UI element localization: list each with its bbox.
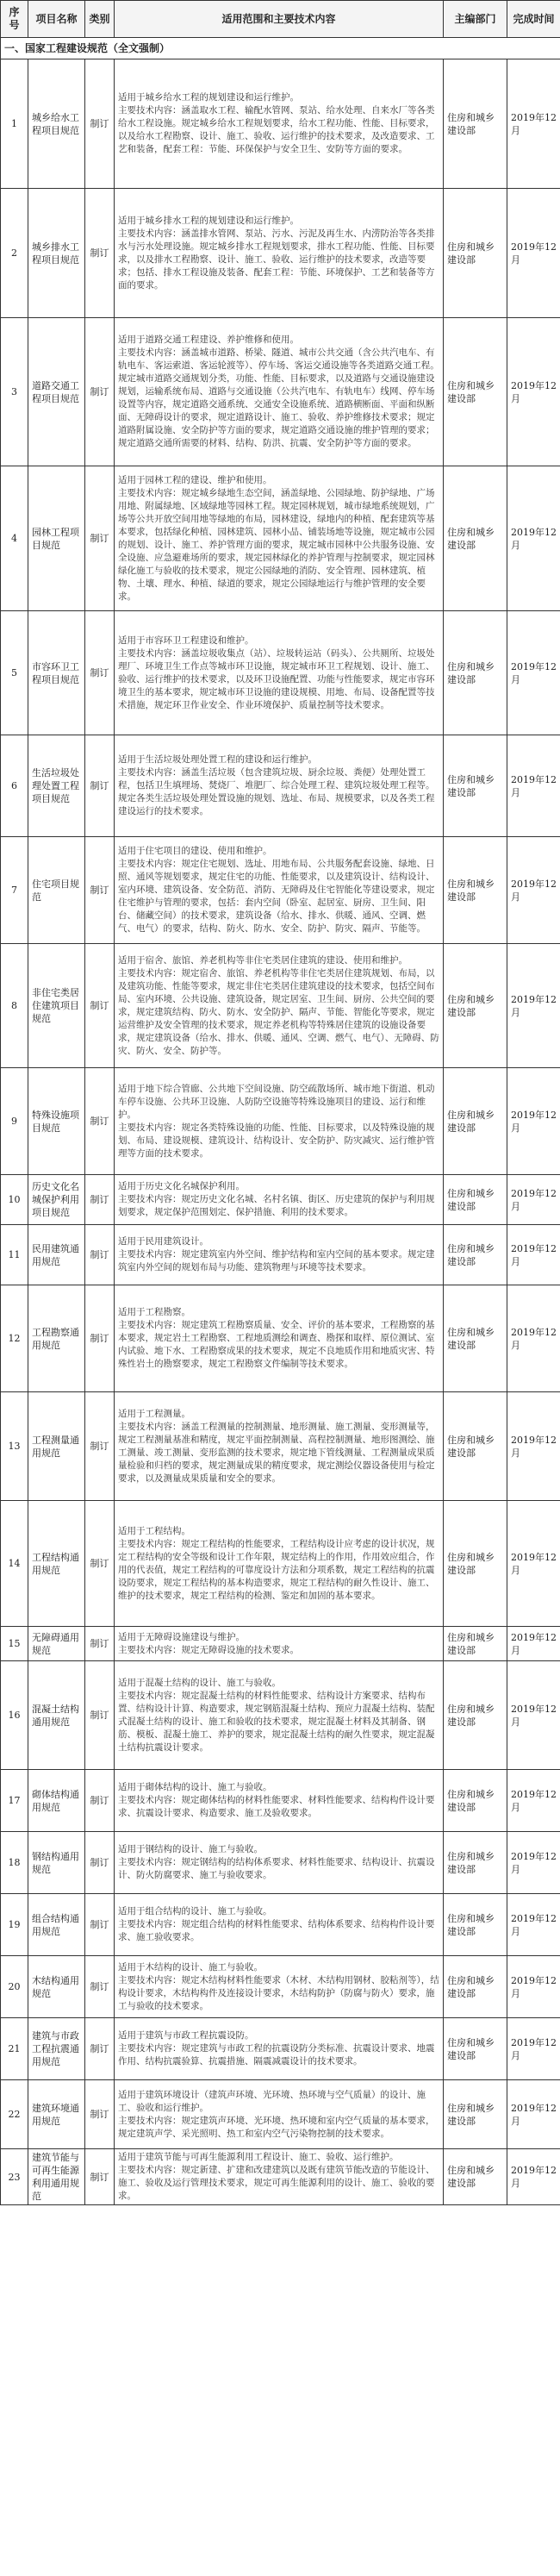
row-number: 11 — [1, 1225, 28, 1285]
row-number: 8 — [1, 944, 28, 1068]
scope-and-content — [115, 59, 444, 189]
table-row — [1, 1285, 560, 1392]
table-row — [1, 1661, 560, 1770]
table-row — [1, 1225, 560, 1285]
header-name: 项目名称 — [28, 1, 85, 38]
main-content-text: 主要技术内容：规定建筑声环境、光环境、热环境和室内空气质量的基本要求，规定建筑声学、采光照明、热工和室内空气污染物控制的技术要求。 — [118, 2115, 435, 2139]
header-no: 序号 — [1, 1, 28, 38]
project-name: 钢结构通用规范 — [28, 1832, 85, 1894]
completion-time: 2019年12月 — [507, 1392, 560, 1501]
project-name: 特殊设施项目规范 — [28, 1068, 85, 1175]
scope-and-content — [115, 1285, 444, 1392]
row-number: 16 — [1, 1661, 28, 1770]
table-row — [1, 1068, 560, 1175]
row-number: 6 — [1, 735, 28, 837]
main-content-text: 主要技术内容：涵盖生活垃圾（包含建筑垃圾、厨余垃圾、粪便）处理处置工程，包括卫生填埋场、焚烧厂、堆肥厂、综合处理工程、建筑垃圾处理工程等。规定各类生活垃圾处理处置设施的规划、选址、布局、规模要求，以及各类工程建设运行的技术要求。 — [118, 767, 435, 816]
category: 制订 — [85, 189, 115, 318]
project-name: 城乡给水工程项目规范 — [28, 59, 85, 189]
editor-department: 住房和城乡建设部 — [444, 466, 507, 611]
project-name: 工程测量通用规范 — [28, 1392, 85, 1501]
category: 制订 — [85, 1770, 115, 1832]
scope-and-content — [115, 1770, 444, 1832]
row-number: 2 — [1, 189, 28, 318]
completion-time: 2019年12月 — [507, 1225, 560, 1285]
editor-department: 住房和城乡建设部 — [444, 2149, 507, 2205]
table-row — [1, 1832, 560, 1894]
table-row — [1, 1956, 560, 2018]
table-row — [1, 735, 560, 837]
category: 制订 — [85, 1225, 115, 1285]
row-number: 12 — [1, 1285, 28, 1392]
completion-time: 2019年12月 — [507, 1832, 560, 1894]
row-number: 15 — [1, 1627, 28, 1661]
category: 制订 — [85, 466, 115, 611]
scope-text: 适用于建筑环境设计（建筑声环境、光环境、热环境与空气质量）的设计、施工、验收和运行维护。 — [118, 2089, 426, 2113]
scope-text: 适用于木结构的设计、施工与验收。 — [118, 1961, 263, 1973]
category: 制订 — [85, 2080, 115, 2149]
row-number: 10 — [1, 1175, 28, 1225]
completion-time: 2019年12月 — [507, 837, 560, 944]
completion-time: 2019年12月 — [507, 318, 560, 466]
table-row — [1, 1770, 560, 1832]
main-content-text: 主要技术内容：规定历史文化名城、名村名镇、街区、历史建筑的保护与利用规划要求，规定保护范围划定、保护措施、利用的技术要求。 — [118, 1194, 435, 1217]
table-row — [1, 1392, 560, 1501]
completion-time: 2019年12月 — [507, 1285, 560, 1392]
row-number: 5 — [1, 611, 28, 735]
scope-and-content — [115, 2018, 444, 2080]
table-body — [1, 38, 560, 2205]
table-row — [1, 2149, 560, 2205]
editor-department: 住房和城乡建设部 — [444, 1285, 507, 1392]
editor-department: 住房和城乡建设部 — [444, 1225, 507, 1285]
project-name: 工程勘察通用规范 — [28, 1285, 85, 1392]
completion-time: 2019年12月 — [507, 2149, 560, 2205]
scope-and-content — [115, 1956, 444, 2018]
completion-time: 2019年12月 — [507, 1661, 560, 1770]
scope-text: 适用于市容环卫工程建设和维护。 — [118, 635, 254, 646]
completion-time: 2019年12月 — [507, 1956, 560, 2018]
scope-text: 适用于混凝土结构的设计、施工与验收。 — [118, 1677, 281, 1688]
project-name: 非住宅类居住建筑项目规范 — [28, 944, 85, 1068]
editor-department: 住房和城乡建设部 — [444, 189, 507, 318]
project-name: 建筑与市政工程抗震通用规范 — [28, 2018, 85, 2080]
project-name: 砌体结构通用规范 — [28, 1770, 85, 1832]
row-number: 7 — [1, 837, 28, 944]
completion-time: 2019年12月 — [507, 1627, 560, 1661]
editor-department: 住房和城乡建设部 — [444, 1068, 507, 1175]
editor-department: 住房和城乡建设部 — [444, 1770, 507, 1832]
row-number: 9 — [1, 1068, 28, 1175]
editor-department: 住房和城乡建设部 — [444, 944, 507, 1068]
completion-time: 2019年12月 — [507, 735, 560, 837]
editor-department: 住房和城乡建设部 — [444, 1627, 507, 1661]
editor-department: 住房和城乡建设部 — [444, 2080, 507, 2149]
scope-and-content — [115, 1501, 444, 1627]
main-content-text: 主要技术内容：规定各类特殊设施的功能、性能、目标要求，以及特殊设施的规划、布局、建设规模、建筑设计、结构设计、安全防护、防灾减灾、运行维护管理等方面的技术要求。 — [118, 1122, 435, 1159]
completion-time: 2019年12月 — [507, 59, 560, 189]
category: 制订 — [85, 944, 115, 1068]
category: 制订 — [85, 1285, 115, 1392]
main-content-text: 主要技术内容：规定建筑室内外空间、维护结构和室内空间的基本要求。规定建筑室内外空间的规划布局与功能、建筑物理与环境等技术要求。 — [118, 1249, 435, 1272]
scope-text: 适用于城乡给水工程的规划建设和运行维护。 — [118, 92, 299, 103]
project-name: 城乡排水工程项目规范 — [28, 189, 85, 318]
project-name: 民用建筑通用规范 — [28, 1225, 85, 1285]
main-content-text: 主要技术内容：涵盖城市道路、桥梁、隧道、城市公共交通（含公共汽电车、有轨电车、客运索道、客运轮渡等）、停车场、客运交通设施等各类道路交通工程。规定城市道路交通规划分类，功能、性能、目标要求，以及道路与交通设施建设规划，运输系统布局、道路与交通设施（公共汽电车、有轨电车）线网、停车场设置等内容，规定道路交通系统、交通安全设施系统、道路横断面、平面和纵断面、无障碍设计的要求，规定道路设计、施工、验收、养护维修技术要求；规定道路附属设施、安全防护等方面的要求，规定道路交通设施的维护管理的要求；规定道路交通所需要的材料、结构、防洪、抗震、安全防护等方面的要求。 — [118, 347, 439, 448]
scope-and-content — [115, 189, 444, 318]
scope-and-content — [115, 1068, 444, 1175]
completion-time: 2019年12月 — [507, 189, 560, 318]
completion-time: 2019年12月 — [507, 2080, 560, 2149]
completion-time: 2019年12月 — [507, 1068, 560, 1175]
category: 制订 — [85, 1956, 115, 2018]
table-row — [1, 611, 560, 735]
editor-department: 住房和城乡建设部 — [444, 1661, 507, 1770]
project-name: 工程结构通用规范 — [28, 1501, 85, 1627]
header-dept: 主编部门 — [444, 1, 507, 38]
main-content-text: 主要技术内容：规定工程结构的性能要求，工程结构设计应考虑的设计状况，规定工程结构的安全等级和设计工作年限，规定结构上的作用，作用效应组合，作用的代表值，规定工程结构的可靠度设计方法和分项系数，规定工程结构的抗震设防要求，规定工程结构的基本构造要求，规定工程结构的耐久性设计、施工、维护的技术要求，规定工程结构的检测、鉴定和加固的基本要求。 — [118, 1538, 435, 1601]
category: 制订 — [85, 1501, 115, 1627]
scope-and-content — [115, 611, 444, 735]
scope-text: 适用于工程测量。 — [118, 1408, 190, 1419]
project-name: 建筑节能与可再生能源利用通用规范 — [28, 2149, 85, 2205]
scope-and-content — [115, 1894, 444, 1956]
table-row — [1, 466, 560, 611]
project-name: 木结构通用规范 — [28, 1956, 85, 2018]
row-number: 4 — [1, 466, 28, 611]
scope-and-content — [115, 1832, 444, 1894]
completion-time: 2019年12月 — [507, 611, 560, 735]
row-number: 3 — [1, 318, 28, 466]
completion-time: 2019年12月 — [507, 2018, 560, 2080]
scope-text: 适用于建筑与市政工程抗震设防。 — [118, 2030, 254, 2041]
scope-and-content — [115, 735, 444, 837]
scope-text: 适用于城乡排水工程的规划建设和运行维护。 — [118, 215, 299, 226]
editor-department: 住房和城乡建设部 — [444, 1392, 507, 1501]
main-content-text: 主要技术内容：规定钢结构的结构体系要求、材料性能要求、结构设计、抗震设计、防火防腐要求、施工与验收要求。 — [118, 1857, 435, 1880]
row-number: 17 — [1, 1770, 28, 1832]
completion-time: 2019年12月 — [507, 1175, 560, 1225]
category: 制订 — [85, 1068, 115, 1175]
editor-department: 住房和城乡建设部 — [444, 1501, 507, 1627]
project-name: 道路交通工程项目规范 — [28, 318, 85, 466]
main-content-text: 主要技术内容：规定无障碍设施的技术要求。 — [118, 1644, 299, 1655]
row-number: 18 — [1, 1832, 28, 1894]
main-content-text: 主要技术内容：涵盖垃圾收集点（站）、垃圾转运站（码头）、公共厕所、垃圾处理厂、环境卫生工作点等城市环卫设施，规定城市环卫工程规划、设计、施工、验收、运行维护的技术要求，以及环卫设施配置、功能与性能要求，规定市容环境卫生的基本要求，规定城市环卫设施的建设规模、用地、布局、设备配置等技术措施，规定环卫作业安全、作业环境保护、质量控制等技术要求。 — [118, 647, 435, 710]
scope-and-content — [115, 1175, 444, 1225]
row-number: 21 — [1, 2018, 28, 2080]
scope-and-content — [115, 2080, 444, 2149]
main-content-text: 主要技术内容：规定组合结构的材料性能要求、结构体系要求、结构构件设计要求、施工验收要求。 — [118, 1919, 435, 1942]
editor-department: 住房和城乡建设部 — [444, 1832, 507, 1894]
row-number: 1 — [1, 59, 28, 189]
scope-text: 适用于住宅项目的建设、使用和维护。 — [118, 846, 272, 856]
main-content-text: 主要技术内容：规定木结构材料性能要求（木材、木结构用钢材、胶粘剂等），结构设计要求，木结构构件及连接设计要求，木结构防护（防腐与防火）要求，施工与验收的技术要求。 — [118, 1974, 439, 2011]
main-content-text: 主要技术内容：涵盖工程测量的控制测量、地形测量、施工测量、变形测量等，规定工程测量基准和精度，规定平面控制测量、高程控制测量、地形图测绘、施工测量、竣工测量、变形监测的技术要求，规定地下管线测量、工程测量成果质量检验和归档的要求，规定测量成果的精度要求，规定测绘仪器设备使用与检定要求，以及测量成果质量和安全的要求。 — [118, 1421, 435, 1484]
project-name: 生活垃圾处理处置工程项目规范 — [28, 735, 85, 837]
scope-and-content — [115, 1392, 444, 1501]
scope-and-content — [115, 1661, 444, 1770]
category: 制订 — [85, 2149, 115, 2205]
table-row — [1, 189, 560, 318]
category: 制订 — [85, 1392, 115, 1501]
category: 制订 — [85, 2018, 115, 2080]
scope-text: 适用于道路交通工程建设、养护维修和使用。 — [118, 335, 299, 345]
table-row — [1, 1894, 560, 1956]
editor-department: 住房和城乡建设部 — [444, 1894, 507, 1956]
section-row — [1, 38, 560, 59]
scope-and-content — [115, 1225, 444, 1285]
scope-text: 适用于工程结构。 — [118, 1525, 190, 1536]
main-content-text: 主要技术内容：规定混凝土结构的材料性能要求、结构设计方案要求、结构布置、结构设计计算、构造要求，规定钢筋混凝土结构、预应力混凝土结构、装配式混凝土结构的设计、施工和验收的技术要求，规定混凝土材料及其制备、钢筋、模板、混凝土施工、养护的要求，规定混凝土结构的耐久性要求，规定混凝土结构抗震设计要求。 — [118, 1690, 435, 1753]
table-row — [1, 2080, 560, 2149]
project-name: 建筑环境通用规范 — [28, 2080, 85, 2149]
project-name: 历史文化名城保护利用项目规范 — [28, 1175, 85, 1225]
category: 制订 — [85, 1661, 115, 1770]
project-name: 住宅项目规范 — [28, 837, 85, 944]
row-number: 20 — [1, 1956, 28, 2018]
scope-and-content — [115, 944, 444, 1068]
category: 制订 — [85, 735, 115, 837]
row-number: 19 — [1, 1894, 28, 1956]
editor-department: 住房和城乡建设部 — [444, 735, 507, 837]
category: 制订 — [85, 318, 115, 466]
scope-text: 适用于生活垃圾处理处置工程的建设和运行维护。 — [118, 754, 317, 765]
scope-text: 适用于建筑节能与可再生能源利用工程设计、施工、验收、运行维护。 — [118, 2152, 399, 2162]
table-row — [1, 2018, 560, 2080]
main-content-text: 主要技术内容：涵盖排水管网、泵站、污水、污泥及再生水、内涝防治等各类排水与污水处理设施。规定城乡排水工程规划要求，排水工程功能、性能、目标要求，以及排水工程勘察、设计、施工、验收、运行维护的技术要求，改造等要求；包括、排水工程设施及装备、配套工程：节能、环境保护、工艺和装备等方面的要求。 — [118, 228, 435, 291]
main-content-text: 主要技术内容：规定住宅规划、选址、用地布局、公共服务配套设施、绿地、日照、通风等规划要求，规定住宅的功能、性能要求，以及建筑设计、结构设计、室内环境、建筑设备、安全防范、消防、无障碍及住宅智能化等建设要求，规定住宅维护与管理的要求，包括：套内空间（卧室、起居室、厨房、卫生间、阳台、储藏空间）的技术要求，建筑设备（给水、排水、供暖、通风、空调、燃气、电气）的要求，结构、防火、防水、安全、防护、防灾、隔声、节能等。 — [118, 859, 435, 934]
editor-department: 住房和城乡建设部 — [444, 837, 507, 944]
main-content-text: 主要技术内容：涵盖取水工程、输配水管网、泵站、给水处理、自来水厂等各类给水工程设施。规定城乡给水工程规划要求，给水工程功能、性能、目标要求，以及给水工程勘察、设计、施工、验收、运行维护的技术要求，及改造要求、工艺和装备，配套工程：节能、环保保护与安全卫生、安防等方面的要求。 — [118, 105, 435, 154]
editor-department: 住房和城乡建设部 — [444, 59, 507, 189]
scope-text: 适用于无障碍设施建设与维护。 — [118, 1631, 245, 1642]
category: 制订 — [85, 1175, 115, 1225]
category: 制订 — [85, 59, 115, 189]
category: 制订 — [85, 837, 115, 944]
category: 制订 — [85, 1832, 115, 1894]
project-name: 园林工程项目规范 — [28, 466, 85, 611]
scope-and-content — [115, 318, 444, 466]
table-row — [1, 1501, 560, 1627]
scope-text: 适用于地下综合管廊、公共地下空间设施、防空疏散场所、城市地下街道、机动车停车设施、公共环卫设施、人防防空设施等特殊设施项目的建设、运行和维护。 — [118, 1083, 435, 1120]
scope-and-content — [115, 2149, 444, 2205]
header-content: 适用范围和主要技术内容 — [115, 1, 444, 38]
scope-text: 适用于宿舍、旅馆、养老机构等非住宅类居住建筑的建设、使用和维护。 — [118, 954, 408, 966]
scope-and-content — [115, 466, 444, 611]
table-row — [1, 837, 560, 944]
project-name: 混凝土结构通用规范 — [28, 1661, 85, 1770]
project-name: 无障碍通用规范 — [28, 1627, 85, 1661]
category: 制订 — [85, 1894, 115, 1956]
completion-time: 2019年12月 — [507, 1501, 560, 1627]
row-number: 22 — [1, 2080, 28, 2149]
editor-department: 住房和城乡建设部 — [444, 611, 507, 735]
scope-text: 适用于民用建筑设计。 — [118, 1236, 208, 1247]
table-row — [1, 1175, 560, 1225]
header-category: 类别 — [85, 1, 115, 38]
editor-department: 住房和城乡建设部 — [444, 1956, 507, 2018]
completion-time: 2019年12月 — [507, 944, 560, 1068]
row-number: 14 — [1, 1501, 28, 1627]
main-content-text: 主要技术内容：规定建筑工程勘察质量、安全、评价的基本要求，工程勘察的基本要求，规定岩土工程勘察、工程地质测绘和调查、勘探和取样、原位测试、室内试验、地下水、工程勘察成果的技术要求，规定不良地质作用和地质灾害、特殊性岩土的勘察要求，规定工程勘察文件编制等技术要求。 — [118, 1320, 435, 1369]
editor-department: 住房和城乡建设部 — [444, 318, 507, 466]
row-number: 13 — [1, 1392, 28, 1501]
table-row — [1, 318, 560, 466]
table-header-row — [1, 1, 560, 38]
table-row — [1, 1627, 560, 1661]
project-name: 市容环卫工程项目规范 — [28, 611, 85, 735]
scope-and-content — [115, 837, 444, 944]
category: 制订 — [85, 1627, 115, 1661]
row-number: 23 — [1, 2149, 28, 2205]
table-row — [1, 59, 560, 189]
scope-text: 适用于历史文化名城保护利用。 — [118, 1181, 245, 1191]
editor-department: 住房和城乡建设部 — [444, 2018, 507, 2080]
header-time: 完成时间 — [507, 1, 560, 38]
section-title: 一、国家工程建设规范（全文强制） — [1, 38, 560, 59]
table-row — [1, 944, 560, 1068]
scope-and-content — [115, 1627, 444, 1661]
main-content-text: 主要技术内容：规定砌体结构的材料性能要求、材料性能要求、结构构件设计要求、抗震设计要求、构造要求、施工及验收要求。 — [118, 1795, 435, 1818]
completion-time: 2019年12月 — [507, 466, 560, 611]
main-content-text: 主要技术内容：规定新建、扩建和改建建筑以及既有建筑节能改造的节能设计、施工、验收及运行管理技术要求，规定可再生能源利用的设计、施工、验收的要求。 — [118, 2165, 435, 2201]
scope-text: 适用于园林工程的建设、维护和使用。 — [118, 474, 272, 485]
main-content-text: 主要技术内容：规定宿舍、旅馆、养老机构等非住宅类居住建筑规划、布局，以及建筑功能、性能等要求，规定非住宅类居住建筑建设的技术要求，包括空间布局、室内环境、公共设施、建筑设备，规定居室、卫生间、厨房、公共空间的要求，规定建筑结构、防火、防水、安全防护、隔声、节能、智能化等要求，规定运营维护及安全管理的技术要求，规定养老机构等特殊居住建筑的设施设备要求，规定建筑设备（给水、排水、供暖、通风、空调、燃气、电气）、无障碍、防灾、防火、安全、防护等。 — [118, 967, 439, 1056]
editor-department: 住房和城乡建设部 — [444, 1175, 507, 1225]
scope-text: 适用于钢结构的设计、施工与验收。 — [118, 1844, 263, 1854]
main-content-text: 主要技术内容：规定建筑与市政工程的抗震设防分类标准、抗震设计要求、地震作用、结构抗震验算、抗震措施、隔震减震设计的技术要求。 — [118, 2043, 435, 2066]
completion-time: 2019年12月 — [507, 1894, 560, 1956]
scope-text: 适用于组合结构的设计、施工与验收。 — [118, 1906, 272, 1916]
scope-text: 适用于砌体结构的设计、施工与验收。 — [118, 1782, 272, 1792]
scope-text: 适用于工程勘察。 — [118, 1307, 190, 1317]
main-content-text: 主要技术内容：规定城乡绿地生态空间，涵盖绿地、公园绿地、防护绿地、广场用地、附属绿地、区域绿地等园林工程。规定园林规划，城市绿地系统规划，广场等公共开放空间用地等绿地的布局，园林建设，绿地内的种植、配套建筑等基本要求，包括绿化种植、园林建筑、园林小品、铺装场地等设施，规定城市公园的规划、设计、施工、养护管理方面的要求，规定城市园林中公共服务设施、安全设施、应急避难场所的要求，规定园林绿化的养护管理与控制要求，规定园林绿化施工与验收的技术要求，规定公园绿地的消防、安全管理、园林建筑、植物、土壤、理水、种植、绿道的要求，规定公园绿地运行与维护管理的安全要求。 — [118, 487, 435, 602]
completion-time: 2019年12月 — [507, 1770, 560, 1832]
project-name: 组合结构通用规范 — [28, 1894, 85, 1956]
category: 制订 — [85, 611, 115, 735]
